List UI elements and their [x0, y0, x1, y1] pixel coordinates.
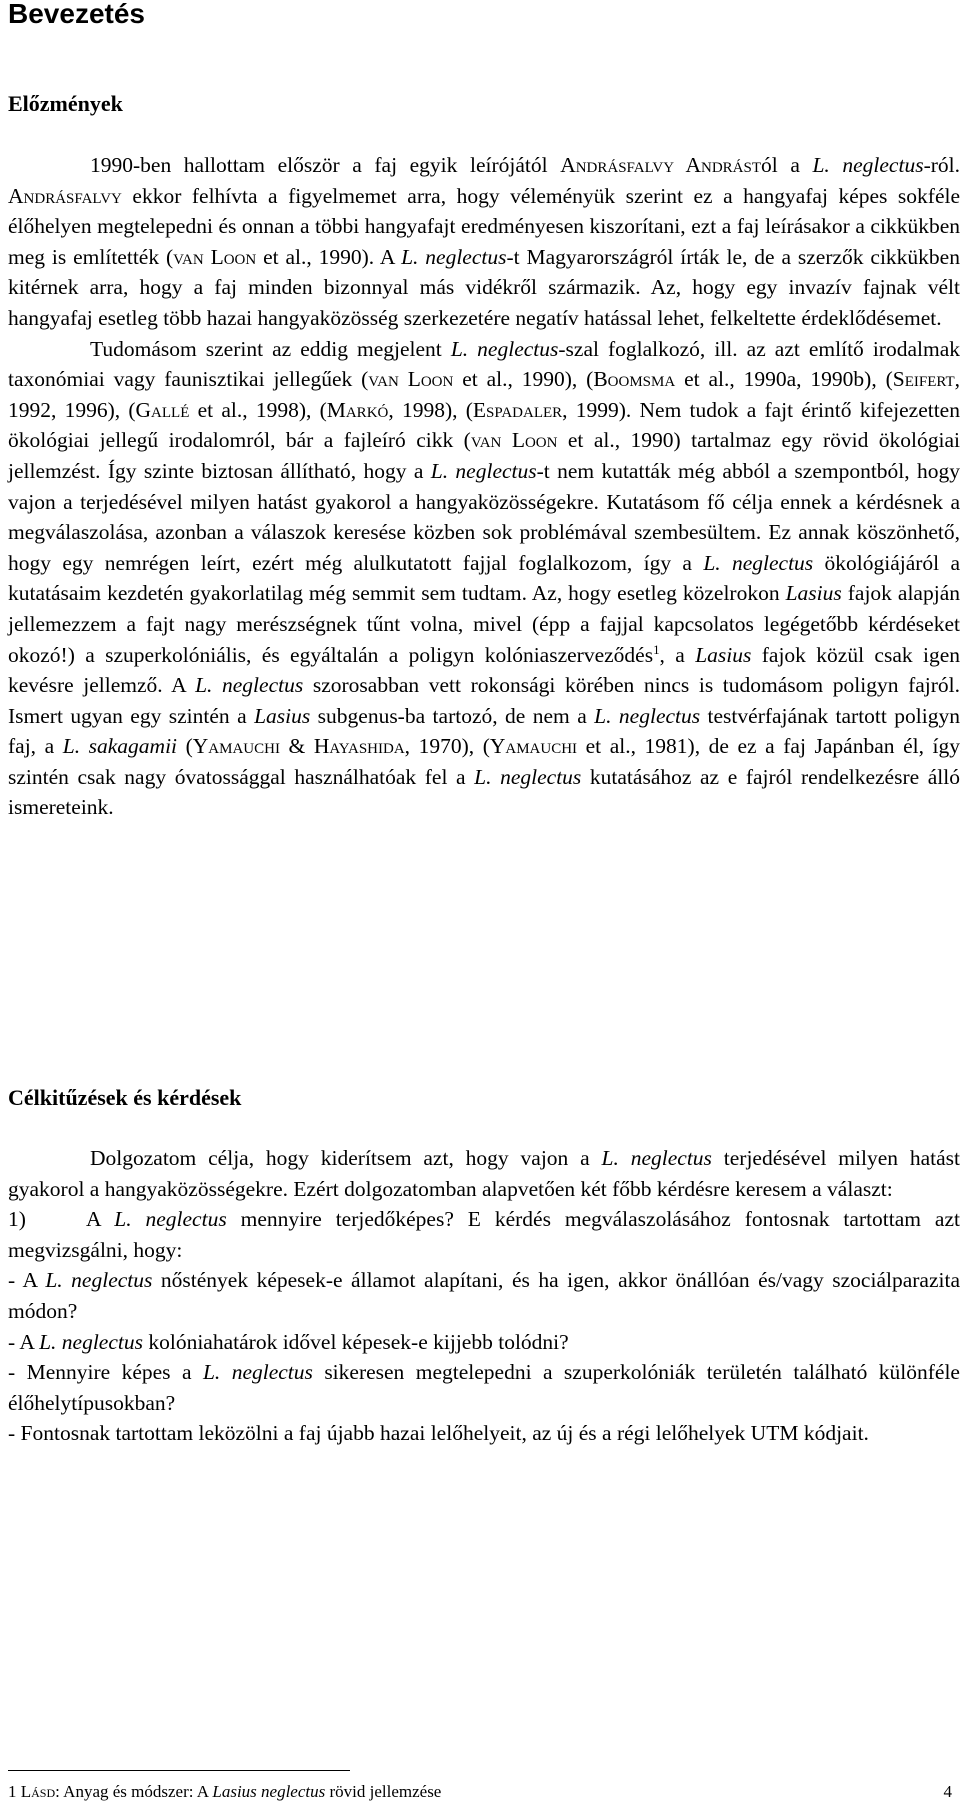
- italic-text: L. neglectus: [812, 153, 924, 177]
- italic-text: L. neglectus: [39, 1329, 143, 1354]
- author-name: Yamauchi: [192, 734, 280, 759]
- text-run: Tudomásom szerint az eddig megjelent: [90, 336, 451, 361]
- text-run: kolóniahatárok idővel képesek-e kijjebb tolódni?: [142, 1329, 569, 1354]
- author-name: Yamauchi: [489, 734, 578, 759]
- italic-text: L. neglectus: [45, 1268, 153, 1293]
- author-name: van Loon: [470, 428, 558, 453]
- italic-text: L. neglectus: [430, 458, 537, 483]
- text-run: ekkor felhívta a figyelmemet arra, hogy véleményük szerint ez a hangyafaj képes sokféle élőhelyen megtelepedni és onnan a többi hangyafajt eredményesen kiszorítani, ezt a faj leírásakor a cikkükben meg is említették (: [8, 183, 960, 269]
- italic-text: L. neglectus: [474, 764, 582, 789]
- text-run: subgenus-ba tartozó, de nem a: [310, 703, 595, 728]
- text-run: ól a: [761, 153, 813, 177]
- footnote: [8, 1782, 441, 1802]
- text-run: et al., 1981), de ez a faj Japánban él, így szintén csak nagy óvatossággal használhatóak fel a: [8, 734, 960, 789]
- text-run: , 1998), (: [388, 397, 473, 422]
- italic-text: Lasius: [695, 642, 752, 667]
- text-run: &: [279, 734, 314, 759]
- list-item: [8, 1204, 960, 1265]
- text-run: et al., 1990). A: [256, 244, 402, 269]
- section-title-elozmenyek: Előzmények: [8, 91, 123, 116]
- text-run: - Fontosnak tartottam leközölni a faj újabb hazai lelőhelyeit, az új és a régi lelőhelyek UTM kódjait.: [8, 1421, 869, 1446]
- section-title-celkituzesek: Célkitűzések és kérdések: [8, 1085, 242, 1110]
- italic-text: L. neglectus: [202, 1360, 313, 1385]
- text-run: Dolgozatom célja, hogy kiderítsem azt, hogy vajon a: [90, 1146, 602, 1170]
- text-run: et al., 1990), (: [453, 367, 594, 392]
- italic-text: L. neglectus: [601, 1146, 712, 1170]
- paragraph: [8, 334, 960, 824]
- text-run: ökológiájáról a kutatásaim kezdetén gyakorlatilag még semmit sem tudtam. Az, hogy esetleg közelrokon: [8, 550, 960, 606]
- text-run: et al., 1998), (: [189, 397, 327, 422]
- author-name: Hayashida: [313, 734, 405, 759]
- author-name: van Loon: [173, 244, 257, 269]
- page-number: 4: [943, 1782, 952, 1801]
- italic-text: L. neglectus: [195, 673, 304, 698]
- text-run: fajok közül csak igen kevésre jellemző. A: [8, 642, 960, 698]
- text-run: 1: [8, 1782, 21, 1801]
- text-run: et al., 1990a, 1990b), (: [675, 367, 893, 392]
- text-run: , 1970), (: [404, 734, 490, 759]
- text-run: sikeresen megtelepedni a szuperkolóniák területén található különféle élőhelytípusokban?: [8, 1360, 960, 1415]
- text-run: nőstények képesek-e államot alapítani, és ha igen, akkor önállóan és/vagy szociálparazita módon?: [8, 1268, 960, 1323]
- text-run: -t nem kutatták még abból a szempontból, hogy vajon a terjedésével milyen hatást gyakorol a hangyaközösségekre. Kutatásom fő célja ennek a kérdésnek a megválaszolása, azonban a válaszok keresése közben sok problémával szembesültem. Ez annak köszönhető, hogy egy nemrégen leírt, ezért még alulkutatott fajjal foglalkozom, így a: [8, 458, 960, 575]
- italic-text: L. neglectus: [114, 1207, 227, 1232]
- paragraph: [8, 1143, 960, 1204]
- italic-text: L. neglectus: [594, 703, 701, 728]
- text-run: A: [86, 1207, 115, 1232]
- page-heading: Bevezetés: [8, 0, 145, 29]
- text-run: et al., 1990) tartalmaz egy rövid ökológiai jellemzést. Így szinte biztosan állítható, hogy a: [8, 428, 960, 483]
- text-run: (: [177, 734, 193, 759]
- text-run: 1990-ben hallottam először a faj egyik leírójától: [90, 153, 561, 177]
- italic-text: L. neglectus: [703, 550, 814, 575]
- footnote-ref: 1: [653, 642, 660, 657]
- italic-text: Lasius: [785, 581, 842, 606]
- author-name: Gallé: [135, 397, 190, 422]
- section-body-elozmenyek: [8, 150, 960, 823]
- list-item: [8, 1265, 960, 1326]
- italic-text: L. neglectus: [450, 336, 559, 361]
- italic-text: Lasius neglectus: [212, 1782, 326, 1801]
- list-item: [8, 1357, 960, 1418]
- author-name: Boomsma: [593, 367, 676, 392]
- paragraph: [8, 150, 960, 334]
- text-run: -szal foglalkozó, ill. az azt említő irodalmak taxonómiai vagy faunisztikai jellegűek (: [8, 336, 960, 392]
- text-run: fajok alapján jellemezzem a fajt nagy merészségnek tűnt volna, mivel (épp a fajjal kapcsolatos legégetőbb kérdéseket okozó!) a szuperkolóniális, és egyáltalán a poligyn kolóniaszerveződés: [8, 581, 960, 667]
- text-run: terjedésével milyen hatást gyakorol a hangyaközösségekre. Ezért dolgozatomban alapvetően két főbb kérdésre keresem a választ:: [8, 1146, 960, 1201]
- text-run: rövid jellemzése: [325, 1782, 442, 1801]
- text-run: szorosabban vett rokonsági körében nincs is tudomásom poligyn fajról. Ismert ugyan egy szintén a: [8, 673, 960, 728]
- text-run: mennyire terjedőképes? E kérdés megválaszolásához fontosnak tartottam azt megvizsgálni, hogy:: [8, 1207, 960, 1262]
- text-run: : Anyag és módszer: A: [55, 1782, 213, 1801]
- text-run: - A: [8, 1268, 46, 1293]
- text-run: kutatásához az e fajról rendelkezésre álló ismereteink.: [8, 764, 960, 820]
- text-run: -ról.: [923, 153, 960, 177]
- text-run: , 1999). Nem tudok a fajt érintő kifejezetten ökológiai jellegű irodalomról, bár a fajleíró cikk (: [8, 397, 960, 453]
- list-item: [8, 1418, 960, 1449]
- section-body-celkituzesek: [8, 1143, 960, 1449]
- italic-text: L. sakagamii: [62, 734, 178, 759]
- text-run: - A: [8, 1329, 40, 1354]
- list-item-text: [8, 1207, 960, 1262]
- text-run: -t Magyarországról írták le, de a szerzők cikkükben kitérnek arra, hogy a faj minden bizonnyal más vidékről származik. Az, hogy egy invazív fajnak vélt hangyafaj esetleg több hazai hangyaközösség szerkezetére negatív hatással lehet, felkeltette érdeklődésemet.: [8, 244, 960, 330]
- list-number: 1): [8, 1207, 26, 1232]
- list-item: [8, 1327, 960, 1358]
- author-name: Markó: [326, 397, 389, 422]
- text-run: , 1992, 1996), (: [8, 367, 960, 422]
- author-name: Andrásfalvy: [8, 183, 122, 208]
- italic-text: Lasius: [254, 703, 311, 728]
- author-name: Lásd: [20, 1782, 56, 1801]
- text-run: , a: [659, 642, 696, 667]
- text-run: - Mennyire képes a: [8, 1360, 203, 1385]
- author-name: Seifert: [892, 367, 955, 392]
- text-run: testvérfajának tartott poligyn faj, a: [8, 703, 960, 759]
- author-name: van Loon: [368, 367, 454, 392]
- author-name: Andrásfalvy Andrást: [560, 153, 762, 177]
- author-name: Espadaler: [472, 397, 563, 422]
- italic-text: L. neglectus: [401, 244, 507, 269]
- footnote-divider: [8, 1770, 350, 1771]
